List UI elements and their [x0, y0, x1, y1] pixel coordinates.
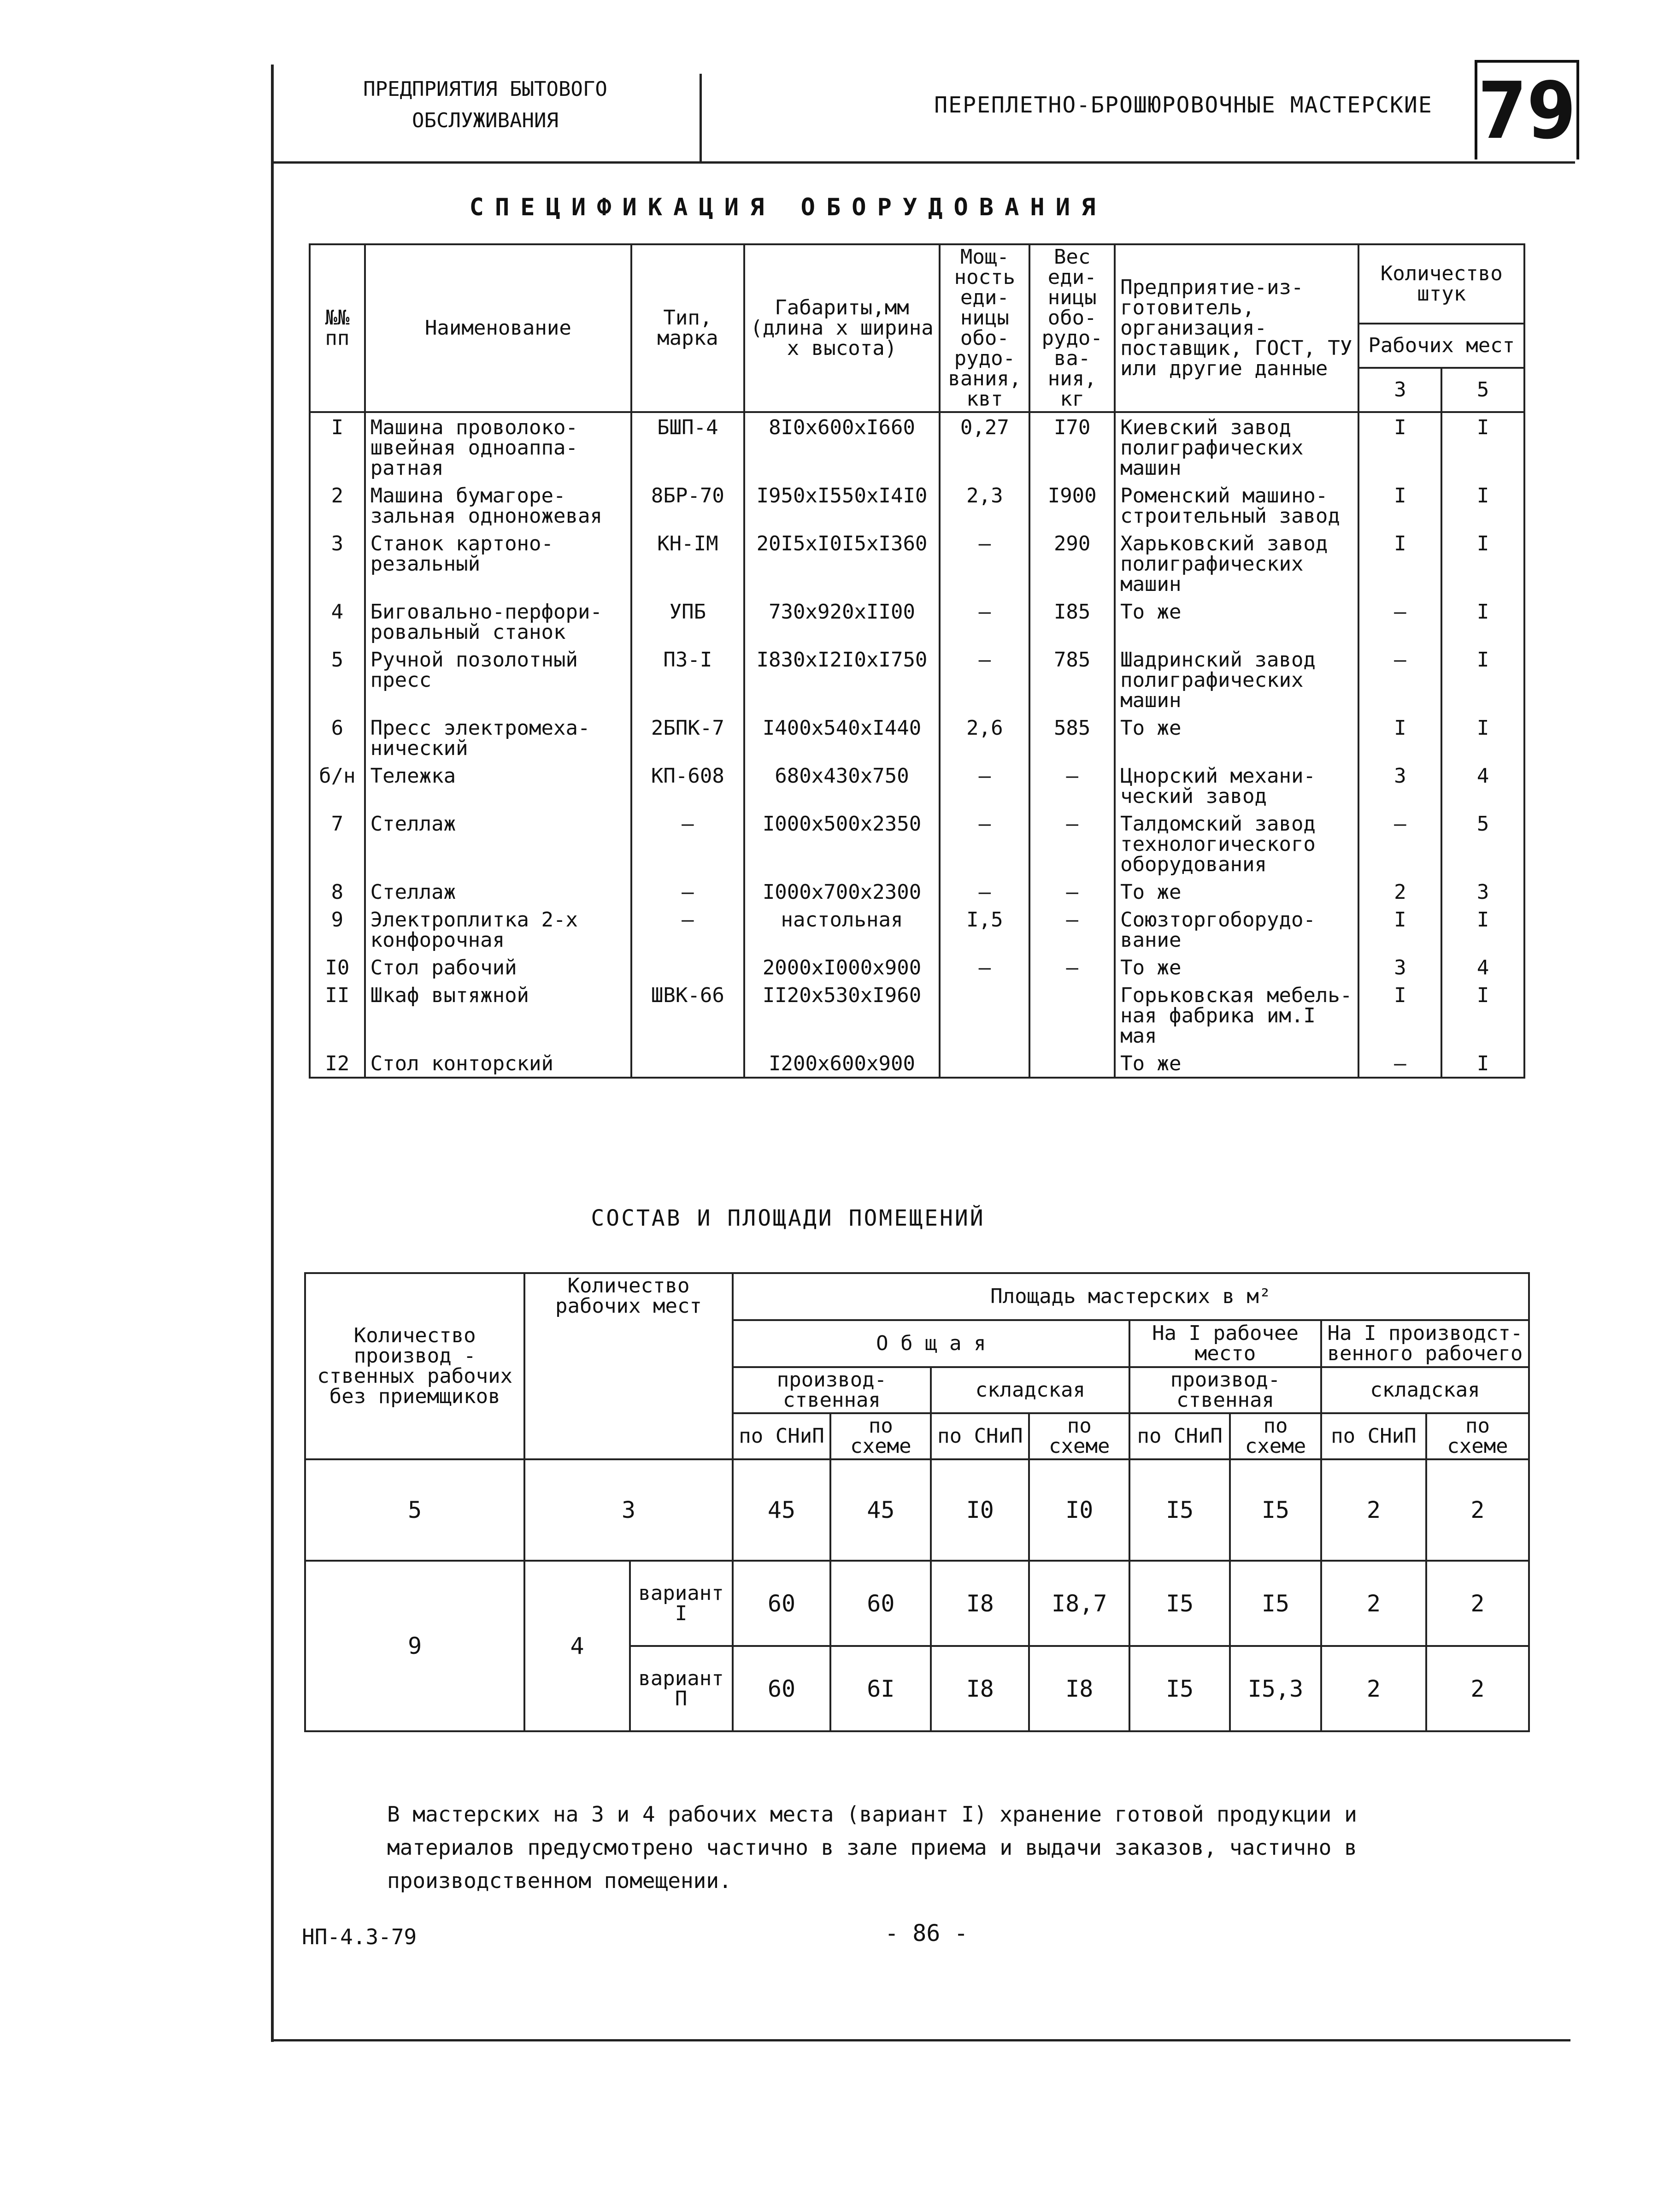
- equipment-cell-q3: 2: [1358, 878, 1441, 905]
- rooms-cell: 2: [1321, 1646, 1426, 1731]
- rooms-header-per-place: На I рабочее место: [1129, 1320, 1321, 1367]
- equipment-row: [310, 481, 1524, 529]
- equipment-cell-power: –: [940, 878, 1029, 905]
- equipment-cell-num: 6: [310, 714, 365, 761]
- equipment-cell-q5: I: [1441, 1049, 1524, 1078]
- equipment-row: [310, 529, 1524, 597]
- equipment-cell-name: Пресс электромеха-нический: [365, 714, 631, 761]
- equipment-cell-name: Тележка: [365, 761, 631, 809]
- equipment-cell-maker: То же: [1115, 1049, 1358, 1078]
- equipment-cell-type: КН-IМ: [631, 529, 744, 597]
- rooms-cell: 2: [1426, 1561, 1529, 1646]
- equipment-row: [310, 597, 1524, 645]
- equipment-cell-q5: I: [1441, 981, 1524, 1049]
- equipment-cell-num: I: [310, 412, 365, 481]
- equipment-cell-q5: I: [1441, 481, 1524, 529]
- equipment-cell-q5: 4: [1441, 953, 1524, 981]
- col-header-quantity: Количество штук: [1358, 244, 1524, 324]
- rooms-cell-variant: вариант П: [630, 1646, 733, 1731]
- equipment-cell-weight: [1029, 1049, 1115, 1078]
- equipment-cell-q3: –: [1358, 597, 1441, 645]
- equipment-cell-maker: Талдомский завод технологического оборудования: [1115, 809, 1358, 878]
- equipment-cell-q3: –: [1358, 1049, 1441, 1078]
- equipment-cell-dims: I000x700x2300: [744, 878, 940, 905]
- equipment-rows: [310, 412, 1524, 1078]
- rooms-header-total: О б щ а я: [733, 1320, 1130, 1367]
- frame-left-border: [271, 65, 274, 2042]
- equipment-cell-q3: –: [1358, 809, 1441, 878]
- rooms-cell: I5: [1129, 1646, 1230, 1731]
- rooms-cell-places: 3: [524, 1459, 732, 1561]
- equipment-cell-dims: 680x430x750: [744, 761, 940, 809]
- equipment-cell-power: –: [940, 645, 1029, 714]
- equipment-cell-name: Машина проволоко-швейная одноаппа-ратная: [365, 412, 631, 481]
- equipment-cell-q5: I: [1441, 645, 1524, 714]
- equipment-cell-name: Стол конторский: [365, 1049, 631, 1078]
- section-name: ПЕРЕПЛЕТНО-БРОШЮРОВОЧНЫЕ МАСТЕРСКИЕ: [934, 92, 1433, 118]
- rooms-cell: 2: [1321, 1459, 1426, 1561]
- rooms-header-production: производ-ственная: [733, 1367, 931, 1413]
- rooms-cell: 6I: [830, 1646, 931, 1731]
- rooms-cell: 2: [1321, 1561, 1426, 1646]
- equipment-cell-power: 2,6: [940, 714, 1029, 761]
- equipment-cell-type: УПБ: [631, 597, 744, 645]
- rooms-cell: 45: [830, 1459, 931, 1561]
- equipment-cell-num: I2: [310, 1049, 365, 1078]
- equipment-cell-type: 8БР-70: [631, 481, 744, 529]
- equipment-cell-weight: [1029, 981, 1115, 1049]
- equipment-spec-title: СПЕЦИФИКАЦИЯ ОБОРУДОВАНИЯ: [469, 194, 1107, 221]
- equipment-cell-maker: То же: [1115, 953, 1358, 981]
- equipment-row: [310, 953, 1524, 981]
- equipment-cell-q3: –: [1358, 645, 1441, 714]
- equipment-row: [310, 412, 1524, 481]
- rooms-header-workplaces: Количество рабочих мест: [524, 1273, 732, 1459]
- equipment-cell-q3: I: [1358, 529, 1441, 597]
- equipment-cell-name: Ручной позолотный пресс: [365, 645, 631, 714]
- equipment-row: [310, 714, 1524, 761]
- equipment-cell-weight: I900: [1029, 481, 1115, 529]
- equipment-cell-type: БШП-4: [631, 412, 744, 481]
- equipment-cell-maker: Роменский машино-строительный завод: [1115, 481, 1358, 529]
- equipment-cell-name: Стеллаж: [365, 878, 631, 905]
- equipment-cell-q5: I: [1441, 529, 1524, 597]
- equipment-row: [310, 981, 1524, 1049]
- rooms-cell: I5: [1230, 1561, 1321, 1646]
- equipment-cell-weight: –: [1029, 809, 1115, 878]
- equipment-cell-type: –: [631, 809, 744, 878]
- rooms-cell: 45: [733, 1459, 831, 1561]
- equipment-cell-dims: I950xI550xI4I0: [744, 481, 940, 529]
- col-header-name: Наименование: [365, 244, 631, 412]
- equipment-cell-q3: I: [1358, 412, 1441, 481]
- sheet-number-box: [1475, 60, 1579, 159]
- equipment-cell-weight: –: [1029, 761, 1115, 809]
- rooms-header-storage: складская: [931, 1367, 1129, 1413]
- equipment-cell-type: [631, 953, 744, 981]
- organization-name: [271, 74, 700, 136]
- equipment-cell-power: 0,27: [940, 412, 1029, 481]
- rooms-header-area: Площадь мастерских в м²: [733, 1273, 1529, 1320]
- equipment-cell-type: –: [631, 878, 744, 905]
- equipment-cell-maker: То же: [1115, 878, 1358, 905]
- equipment-cell-num: 7: [310, 809, 365, 878]
- equipment-cell-num: II: [310, 981, 365, 1049]
- equipment-cell-num: 9: [310, 905, 365, 953]
- document-code: НП-4.3-79: [302, 1924, 417, 1949]
- rooms-header-snip: по СНиП: [931, 1413, 1029, 1459]
- rooms-area-table: [304, 1272, 1530, 1732]
- equipment-row: [310, 645, 1524, 714]
- equipment-cell-num: 8: [310, 878, 365, 905]
- equipment-cell-q3: 3: [1358, 953, 1441, 981]
- equipment-cell-q5: I: [1441, 597, 1524, 645]
- equipment-cell-type: ШВК-66: [631, 981, 744, 1049]
- equipment-cell-name: Биговально-перфори-ровальный станок: [365, 597, 631, 645]
- rooms-cell: I5: [1129, 1561, 1230, 1646]
- col-header-num: №№ пп: [310, 244, 365, 412]
- frame-bottom-border: [271, 2039, 1570, 2041]
- col-header-q3: 3: [1358, 368, 1441, 412]
- rooms-cell-places: 4: [524, 1561, 629, 1731]
- equipment-cell-q3: I: [1358, 481, 1441, 529]
- rooms-cell-workers: 5: [305, 1459, 524, 1561]
- equipment-cell-power: –: [940, 809, 1029, 878]
- note-paragraph: В мастерских на 3 и 4 рабочих места (вариант I) хранение готовой продукции и материалов предусмотрено частично в зале приема и выдачи заказов, частично в производственном помещении.: [387, 1802, 1357, 1893]
- col-header-dimensions: Габариты,мм (длина х ширина х высота): [744, 244, 940, 412]
- equipment-cell-weight: 785: [1029, 645, 1115, 714]
- rooms-header-scheme: по схеме: [1230, 1413, 1321, 1459]
- equipment-cell-num: 2: [310, 481, 365, 529]
- equipment-cell-maker: Шадринский завод полиграфических машин: [1115, 645, 1358, 714]
- equipment-cell-dims: I200x600x900: [744, 1049, 940, 1078]
- rooms-header-scheme: по схеме: [1029, 1413, 1129, 1459]
- rooms-header-per-worker: На I производст-венного рабочего: [1321, 1320, 1529, 1367]
- rooms-cell-workers: 9: [305, 1561, 524, 1731]
- equipment-cell-dims: 20I5xI0I5xI360: [744, 529, 940, 597]
- equipment-cell-name: Стеллаж: [365, 809, 631, 878]
- rooms-header-snip: по СНиП: [1321, 1413, 1426, 1459]
- col-header-weight: Вес еди-ницы обо-рудо-ва-ния, кг: [1029, 244, 1115, 412]
- rooms-cell: I0: [1029, 1459, 1129, 1561]
- rooms-cell: I8: [931, 1561, 1029, 1646]
- equipment-cell-weight: –: [1029, 905, 1115, 953]
- rooms-header-snip: по СНиП: [1129, 1413, 1230, 1459]
- equipment-cell-weight: I85: [1029, 597, 1115, 645]
- equipment-spec-table: [309, 243, 1525, 1079]
- col-header-power: Мощ-ность еди-ницы обо-рудо-вания, квт: [940, 244, 1029, 412]
- rooms-cell-variant: вариант I: [630, 1561, 733, 1646]
- rooms-header-scheme: по схеме: [830, 1413, 931, 1459]
- equipment-cell-q3: I: [1358, 981, 1441, 1049]
- equipment-cell-q5: I: [1441, 905, 1524, 953]
- equipment-cell-q3: I: [1358, 905, 1441, 953]
- equipment-cell-type: [631, 1049, 744, 1078]
- rooms-cell: I8: [931, 1646, 1029, 1731]
- equipment-cell-num: I0: [310, 953, 365, 981]
- equipment-cell-dims: настольная: [744, 905, 940, 953]
- equipment-cell-weight: –: [1029, 878, 1115, 905]
- rooms-cell: I0: [931, 1459, 1029, 1561]
- equipment-cell-maker: То же: [1115, 714, 1358, 761]
- equipment-cell-num: 5: [310, 645, 365, 714]
- equipment-cell-maker: Харьковский завод полиграфических машин: [1115, 529, 1358, 597]
- rooms-title: СОСТАВ И ПЛОЩАДИ ПОМЕЩЕНИЙ: [591, 1205, 985, 1231]
- equipment-cell-power: –: [940, 597, 1029, 645]
- equipment-cell-dims: 8I0x600xI660: [744, 412, 940, 481]
- equipment-cell-type: 2БПК-7: [631, 714, 744, 761]
- equipment-cell-maker: Киевский завод полиграфических машин: [1115, 412, 1358, 481]
- equipment-row: [310, 761, 1524, 809]
- equipment-cell-power: –: [940, 529, 1029, 597]
- rooms-header-production-2: производ-ственная: [1129, 1367, 1321, 1413]
- sheet-number: 79: [1478, 65, 1576, 157]
- col-header-workplaces: Рабочих мест: [1358, 324, 1524, 368]
- equipment-cell-maker: Горьковская мебель-ная фабрика им.I мая: [1115, 981, 1358, 1049]
- rooms-cell: 60: [733, 1561, 831, 1646]
- equipment-row: [310, 809, 1524, 878]
- rooms-cell: I5: [1230, 1459, 1321, 1561]
- equipment-cell-q3: I: [1358, 714, 1441, 761]
- equipment-cell-power: 2,3: [940, 481, 1029, 529]
- rooms-header-storage-2: складская: [1321, 1367, 1529, 1413]
- equipment-cell-name: Машина бумагоре-зальная одноножевая: [365, 481, 631, 529]
- equipment-cell-power: –: [940, 761, 1029, 809]
- equipment-cell-power: [940, 1049, 1029, 1078]
- rooms-header-snip: по СНиП: [733, 1413, 831, 1459]
- equipment-cell-dims: I830xI2I0xI750: [744, 645, 940, 714]
- rooms-cell: 60: [830, 1561, 931, 1646]
- rooms-cell: I5,3: [1230, 1646, 1321, 1731]
- equipment-cell-name: Станок картоно-резальный: [365, 529, 631, 597]
- equipment-cell-q5: 4: [1441, 761, 1524, 809]
- equipment-cell-weight: 585: [1029, 714, 1115, 761]
- equipment-cell-name: Электроплитка 2-х конфорочная: [365, 905, 631, 953]
- equipment-cell-name: Стол рабочий: [365, 953, 631, 981]
- col-header-type: Тип, марка: [631, 244, 744, 412]
- equipment-cell-dims: I400x540xI440: [744, 714, 940, 761]
- equipment-cell-power: I,5: [940, 905, 1029, 953]
- equipment-cell-q5: 5: [1441, 809, 1524, 878]
- title-block: [271, 65, 1575, 164]
- equipment-cell-num: 4: [310, 597, 365, 645]
- equipment-cell-q5: I: [1441, 412, 1524, 481]
- equipment-cell-maker: Цнорский механи-ческий завод: [1115, 761, 1358, 809]
- equipment-cell-maker: Союзторгоборудо-вание: [1115, 905, 1358, 953]
- equipment-row: [310, 878, 1524, 905]
- equipment-cell-weight: I70: [1029, 412, 1115, 481]
- org-line-2: ОБСЛУЖИВАНИЯ: [412, 109, 559, 132]
- equipment-row: [310, 905, 1524, 953]
- equipment-cell-num: б/н: [310, 761, 365, 809]
- equipment-cell-dims: 2000xI000x900: [744, 953, 940, 981]
- equipment-cell-name: Шкаф вытяжной: [365, 981, 631, 1049]
- equipment-cell-num: 3: [310, 529, 365, 597]
- col-header-q5: 5: [1441, 368, 1524, 412]
- equipment-cell-q3: 3: [1358, 761, 1441, 809]
- rooms-cell: I8,7: [1029, 1561, 1129, 1646]
- equipment-cell-type: –: [631, 905, 744, 953]
- equipment-cell-q5: I: [1441, 714, 1524, 761]
- rooms-header-production-workers: Количество производ - ственных рабочих без приемщиков: [305, 1273, 524, 1459]
- rooms-cell: 60: [733, 1646, 831, 1731]
- equipment-cell-q5: 3: [1441, 878, 1524, 905]
- equipment-row: [310, 1049, 1524, 1078]
- equipment-cell-dims: I000x500x2350: [744, 809, 940, 878]
- col-header-manufacturer: Предприятие-из-готовитель, организация-поставщик, ГОСТ, ТУ или другие данные: [1115, 244, 1358, 412]
- rooms-cell: I5: [1129, 1459, 1230, 1561]
- header-divider: [700, 74, 702, 161]
- rooms-cell: 2: [1426, 1646, 1529, 1731]
- equipment-cell-power: –: [940, 953, 1029, 981]
- page-number: - 86 -: [885, 1920, 968, 1947]
- equipment-cell-dims: 730x920xII00: [744, 597, 940, 645]
- equipment-cell-weight: 290: [1029, 529, 1115, 597]
- rooms-cell: I8: [1029, 1646, 1129, 1731]
- org-line-1: ПРЕДПРИЯТИЯ БЫТОВОГО: [363, 77, 607, 101]
- rooms-header-scheme: по схеме: [1426, 1413, 1529, 1459]
- rooms-cell: 2: [1426, 1459, 1529, 1561]
- equipment-cell-power: [940, 981, 1029, 1049]
- equipment-cell-weight: –: [1029, 953, 1115, 981]
- equipment-cell-type: КП-608: [631, 761, 744, 809]
- equipment-cell-type: ПЗ-I: [631, 645, 744, 714]
- equipment-cell-maker: То же: [1115, 597, 1358, 645]
- equipment-cell-dims: II20x530xI960: [744, 981, 940, 1049]
